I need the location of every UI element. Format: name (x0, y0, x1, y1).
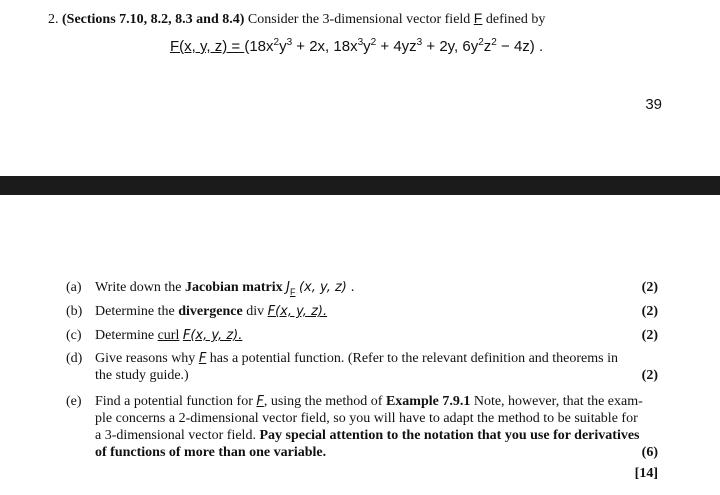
formula-term: y (279, 38, 287, 55)
formula-term: + 4yz (376, 38, 417, 55)
part-bold-term: of functions of more than one variable. (95, 445, 327, 460)
part-c (66, 327, 658, 344)
total-marks: [14] (634, 466, 658, 481)
formula-term: + 2y, (422, 38, 463, 55)
formula-term: − 4z (496, 38, 530, 55)
part-marks: (2) (641, 328, 658, 343)
formula-term: + 2x, (292, 38, 334, 55)
page-number: 39 (645, 96, 662, 113)
part-d (66, 350, 658, 384)
part-text: Give reasons why (95, 351, 196, 366)
part-math: (x, y, z) . (298, 280, 356, 295)
part-math: F(x, y, z). (182, 328, 243, 343)
part-bold-term: divergence (178, 304, 243, 319)
formula-term: 18x (333, 38, 358, 55)
part-e (66, 393, 658, 461)
part-label: (d) (66, 351, 83, 366)
part-bold-term: Example 7.9.1 (385, 394, 471, 409)
part-text: the study guide.) (95, 368, 189, 383)
question-defined-by: defined by (485, 12, 546, 27)
page-divider (0, 176, 720, 195)
part-text: Note, however, that the exam- (473, 394, 643, 409)
formula-term: y (363, 38, 371, 55)
question-sections: (Sections 7.10, 8.2, 8.3 and 8.4) (62, 12, 245, 27)
part-math-sub: F (289, 286, 296, 297)
part-text: Find a potential function for (95, 394, 253, 409)
part-math: F (198, 351, 207, 366)
part-text: Determine (95, 328, 155, 343)
formula-open-paren: ( (244, 38, 250, 55)
formula-close-paren: ) . (529, 38, 544, 55)
part-label: (c) (66, 328, 82, 343)
part-text: has a potential function. (Refer to the relevant definition and theorems in (209, 351, 618, 366)
part-text: ple concerns a 2-dimensional vector field, so you will have to adapt the method to be suitable for (95, 411, 638, 426)
part-math: F (256, 394, 264, 409)
part-curl-term: curl (157, 328, 180, 343)
part-marks: (2) (641, 304, 658, 319)
part-label: (e) (66, 394, 82, 409)
part-math: J (286, 280, 290, 295)
part-text: Write down the (95, 280, 182, 295)
question-number: 2. (48, 12, 59, 27)
part-marks: (6) (641, 445, 658, 460)
part-math: F(x, y, z). (267, 304, 328, 319)
formula-term: z (483, 38, 492, 55)
part-a (66, 279, 658, 301)
part-text: a 3-dimensional vector field. (95, 428, 256, 443)
part-label: (b) (66, 304, 83, 319)
part-text: Determine the (95, 304, 175, 319)
part-marks: (2) (641, 280, 658, 295)
formula-term: 18x (249, 38, 274, 55)
field-symbol: F (473, 10, 483, 26)
question-intro: Consider the 3-dimensional vector field (247, 12, 471, 27)
part-label: (a) (66, 280, 82, 295)
part-bold-term: Jacobian matrix (185, 280, 283, 295)
formula-lhs: F(x, y, z) = (170, 38, 245, 55)
vector-field-formula: F(x, y, $z) = (18x^2y^3 + 2x$, $18x^3y^2 + 4yz^3 + 2y$, $6y^2z^2 - 4z$) . (170, 37, 544, 55)
part-marks: (2) (641, 368, 658, 383)
question-header (48, 10, 545, 28)
part-bold-term: Pay special attention to the notation that you use for derivatives (259, 428, 640, 443)
part-text: , using the method of (263, 394, 383, 409)
formula-term: 6y (462, 38, 479, 55)
part-b (66, 303, 658, 320)
part-text: div (246, 304, 265, 319)
